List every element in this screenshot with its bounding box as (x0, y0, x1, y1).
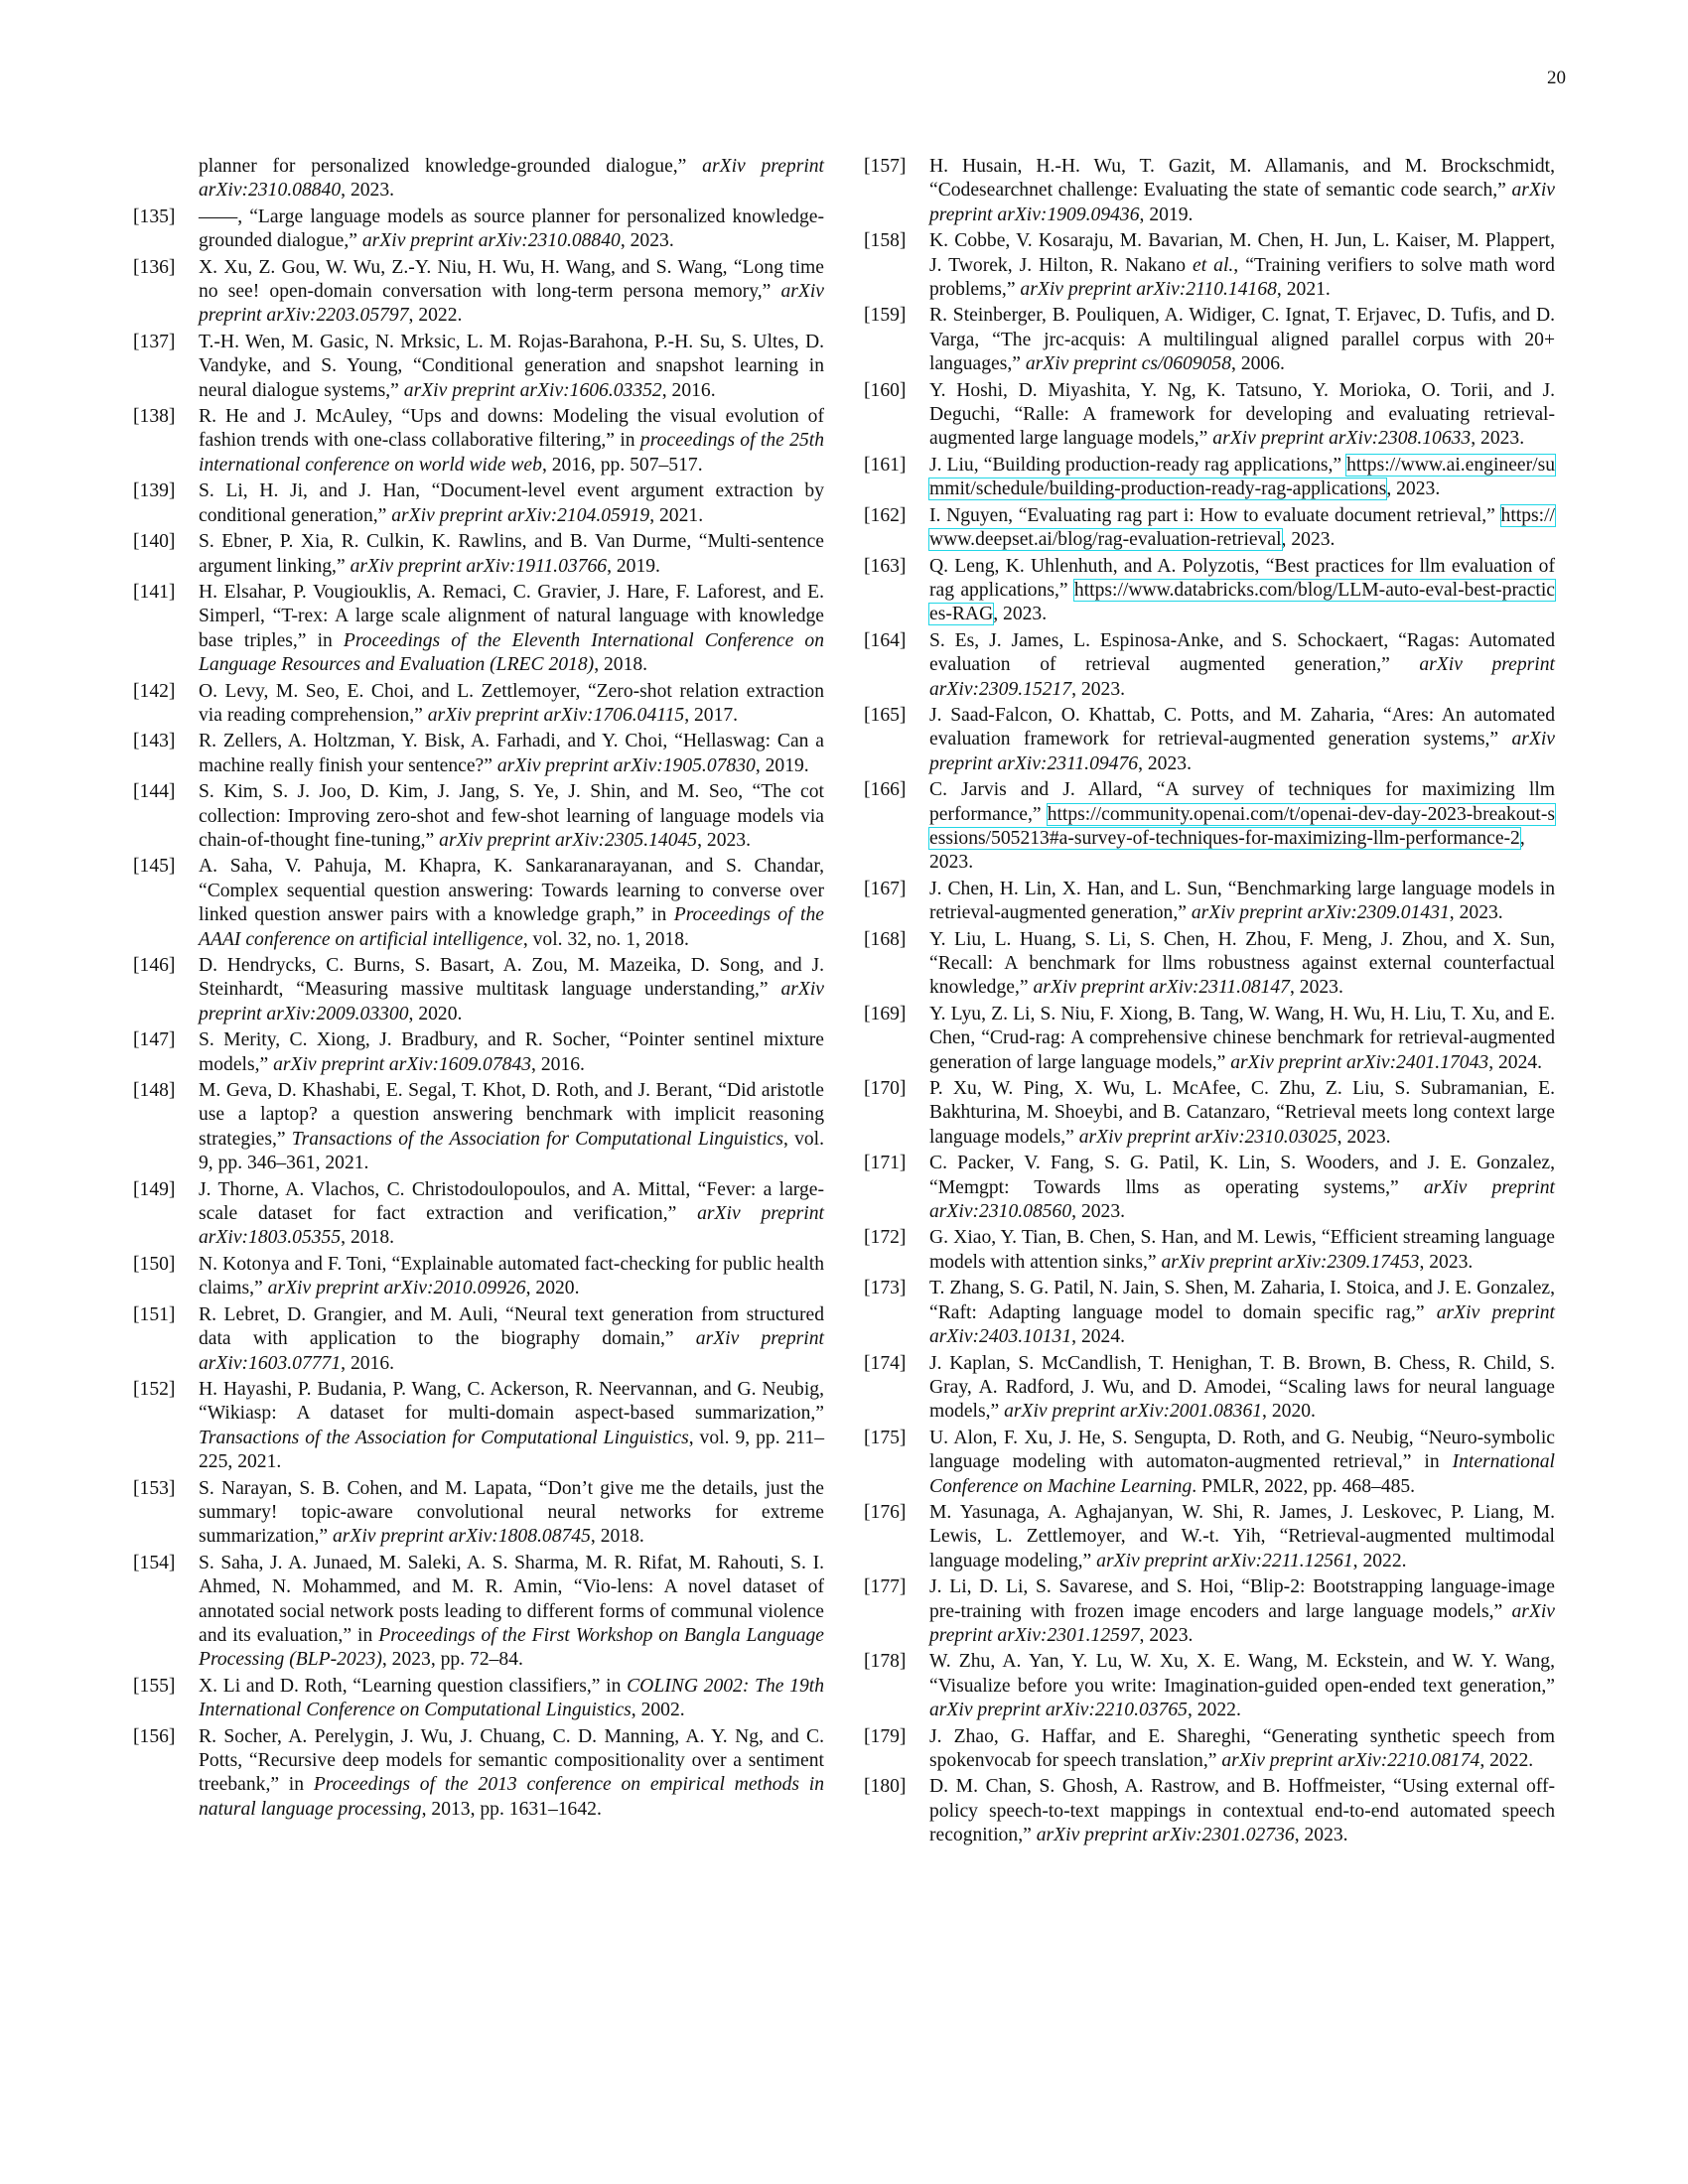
reference-entry (133, 331, 824, 403)
reference-entry (864, 304, 1555, 376)
reference-number: [177] (864, 1576, 907, 1598)
reference-text: U. Alon, F. Xu, J. He, S. Sengupta, D. Roth, and G. Neubig, “Neuro-symbolic language modeling with automaton-augmented retrieval,” in (929, 1427, 1555, 1473)
reference-entry (864, 704, 1555, 776)
reference-text: , 2022. (1187, 1700, 1241, 1721)
reference-venue: arXiv preprint arXiv:2311.08147 (1033, 977, 1290, 999)
reference-text: , 2016, pp. 507–517. (541, 454, 703, 476)
reference-venue: arXiv preprint arXiv:2104.05919 (391, 504, 650, 526)
reference-entry (133, 479, 824, 528)
reference-entry (864, 504, 1555, 553)
reference-number: [135] (133, 205, 176, 227)
reference-entry (133, 581, 824, 678)
reference-number: [142] (133, 680, 176, 702)
reference-text: , 2023. (1281, 529, 1336, 551)
reference-text: , 2020. (525, 1278, 580, 1299)
reference-number: [174] (864, 1352, 907, 1374)
reference-entry (133, 954, 824, 1026)
reference-venue: arXiv preprint arXiv:2210.03765 (929, 1700, 1188, 1721)
reference-text: K. Cobbe, V. Kosaraju, M. Bavarian, M. Chen, H. Jun, L. Kaiser, M. Plappert, J. Tworek, J. Hilton, R. Nakano (929, 230, 1555, 276)
reference-entry (864, 629, 1555, 702)
reference-number: [153] (133, 1477, 176, 1499)
reference-text: X. Li and D. Roth, “Learning question classifiers,” in (199, 1675, 628, 1697)
reference-text: S. Saha, J. A. Junaed, M. Saleki, A. S. Sharma, M. R. Rifat, M. Rahouti, S. I. Ahmed, N. Mohammed, and M. R. Amin, “Vio-lens: A novel dataset of annotated social network posts leading to different forms of communal violence and its evaluation,” in (199, 1552, 824, 1646)
reference-text: ——, “Large language models as source planner for personalized knowledge-grounded dialogue,” (199, 205, 824, 252)
reference-text: H. Elsahar, P. Vougiouklis, A. Remaci, C. Gravier, J. Hare, F. Laforest, and E. Simperl, “T-rex: A large scale alignment of natural language with knowledge base triples,” in (199, 581, 824, 651)
reference-text: H. Husain, H.-H. Wu, T. Gazit, M. Allamanis, and M. Brockschmidt, “Codesearchnet challenge: Evaluating the state of semantic code search,” (929, 156, 1555, 202)
reference-url-link[interactable]: https://community.openai.com/t/openai-dev-day-2023-breakout-sessions/505213#a-survey-of-techniques-for-maximizing-llm-performance-2 (929, 803, 1555, 849)
reference-entry (133, 1552, 824, 1673)
reference-venue: arXiv preprint arXiv:2009.03300 (199, 979, 824, 1024)
reference-venue: arXiv preprint arXiv:2309.17453 (1161, 1251, 1420, 1273)
reference-venue: arXiv preprint arXiv:2310.08560 (929, 1176, 1555, 1223)
reference-entry (864, 555, 1555, 627)
reference-text: , “Training verifiers to solve math word problems,” (929, 254, 1555, 301)
reference-number: [139] (133, 480, 176, 502)
reference-entry (864, 928, 1555, 1001)
reference-text: , 2019. (607, 555, 660, 577)
reference-entry (133, 405, 824, 478)
reference-text: planner for personalized knowledge-grounded dialogue,” (199, 156, 703, 177)
reference-entry (133, 1079, 824, 1176)
reference-text: M. Geva, D. Khashabi, E. Segal, T. Khot, D. Roth, and J. Berant, “Did aristotle use a laptop? a question answering benchmark with implicit reasoning strategies,” (199, 1080, 824, 1150)
reference-number: [173] (864, 1278, 907, 1299)
reference-entry (864, 229, 1555, 302)
reference-venue: arXiv preprint arXiv:2203.05797 (199, 281, 824, 327)
reference-text: , 2024. (1488, 1051, 1543, 1073)
reference-entry (864, 1003, 1555, 1075)
reference-url-link[interactable]: https://www.deepset.ai/blog/rag-evaluation-retrieval (929, 504, 1555, 551)
reference-number: [175] (864, 1427, 907, 1448)
reference-venue: arXiv preprint arXiv:2010.09926 (267, 1278, 526, 1299)
reference-text: W. Zhu, A. Yan, Y. Lu, W. Xu, X. E. Wang, M. Eckstein, and W. Y. Wang, “Visualize before you write: Imagination-guided open-ended text generation,” (929, 1651, 1555, 1697)
reference-entry (133, 1028, 824, 1077)
reference-text: , 2023. (1419, 1251, 1474, 1273)
reference-number: [148] (133, 1080, 176, 1102)
reference-text: N. Kotonya and F. Toni, “Explainable automated fact-checking for public health claims,” (199, 1253, 824, 1299)
reference-number: [163] (864, 555, 907, 577)
reference-number: [176] (864, 1501, 907, 1523)
reference-text: , 2023. (1289, 977, 1343, 999)
reference-text: S. Li, H. Ji, and J. Han, “Document-level event argument extraction by conditional generation,” (199, 480, 824, 526)
reference-entry (864, 1277, 1555, 1349)
reference-venue: International Conference on Machine Learning (929, 1451, 1555, 1497)
reference-number: [140] (133, 531, 176, 553)
reference-text: , 2023, pp. 72–84. (381, 1649, 523, 1671)
reference-text: S. Ebner, P. Xia, R. Culkin, K. Rawlins, and B. Van Durme, “Multi-sentence argument linking,” (199, 531, 824, 577)
reference-number: [159] (864, 305, 907, 327)
reference-text: , 2023. (1071, 1201, 1126, 1223)
reference-entry (133, 780, 824, 853)
reference-text: , 2016. (531, 1053, 585, 1075)
reference-text: , 2018. (341, 1227, 395, 1249)
reference-number: [168] (864, 928, 907, 950)
reference-text: S. Kim, S. J. Joo, D. Kim, J. Jang, S. Ye, J. Shin, and M. Seo, “The cot collection: Improving zero-shot and few-shot learning of language models via chain-of-thought fine-tuning,” (199, 781, 824, 851)
reference-text: S. Merity, C. Xiong, J. Bradbury, and R. Socher, “Pointer sentinel mixture models,” (199, 1029, 824, 1075)
reference-text: P. Xu, W. Ping, X. Wu, L. McAfee, C. Zhu, Z. Liu, S. Subramanian, E. Bakhturina, M. Shoeybi, and B. Catanzaro, “Retrieval meets long context large language models,” (929, 1078, 1555, 1148)
reference-text: J. Li, D. Li, S. Savarese, and S. Hoi, “Blip-2: Bootstrapping language-image pre-training with frozen image encoders and large language models,” (929, 1576, 1555, 1622)
reference-text: J. Zhao, G. Haffar, and E. Shareghi, “Generating synthetic speech from spokenvocab for speech translation,” (929, 1725, 1555, 1771)
reference-entry (133, 855, 824, 952)
reference-text: . PMLR, 2022, pp. 468–485. (1192, 1475, 1416, 1497)
reference-text: , vol. 32, no. 1, 2018. (522, 928, 689, 950)
reference-entry (133, 730, 824, 778)
reference-text: J. Liu, “Building production-ready rag applications,” (929, 454, 1347, 476)
reference-text: M. Yasunaga, A. Aghajanyan, W. Shi, R. James, J. Leskovec, P. Liang, M. Lewis, L. Zettlemoyer, and W.-t. Yih, “Retrieval-augmented multimodal language modeling,” (929, 1501, 1555, 1571)
reference-text: T.-H. Wen, M. Gasic, N. Mrksic, L. M. Rojas-Barahona, P.-H. Su, S. Ultes, D. Vandyke, and S. Young, “Conditional generation and snapshot learning in neural dialogue systems,” (199, 331, 824, 401)
reference-text: , 2021. (1276, 279, 1331, 301)
reference-text: , 2023. (1138, 752, 1192, 774)
reference-venue: Proceedings of the AAAI conference on artificial intelligence (199, 904, 824, 950)
reference-number: [166] (864, 779, 907, 801)
left-column (133, 155, 824, 1824)
reference-text: Q. Leng, K. Uhlenhuth, and A. Polyzotis, “Best practices for llm evaluation of rag applications,” (929, 555, 1555, 601)
reference-text: , 2023. (1294, 1825, 1348, 1846)
reference-entry (133, 1253, 824, 1301)
reference-number: [180] (864, 1776, 907, 1798)
reference-venue: COLING 2002: The 19th International Conference on Computational Linguistics (199, 1675, 825, 1721)
reference-entry (864, 1352, 1555, 1425)
reference-venue: proceedings of the 25th international conference on world wide web (199, 430, 824, 476)
reference-number: [137] (133, 331, 176, 352)
reference-venue: arXiv preprint arXiv:2305.14045 (439, 829, 698, 851)
reference-text: J. Thorne, A. Vlachos, C. Christodoulopoulos, and A. Mittal, “Fever: a large-scale dataset for fact extraction and verification,” (199, 1178, 824, 1225)
reference-venue: arXiv preprint arXiv:1911.03766 (350, 555, 608, 577)
reference-text: , 2018. (594, 654, 648, 676)
reference-venue: et al. (1193, 254, 1234, 276)
reference-entry (133, 1675, 824, 1723)
reference-text: , 2002. (631, 1700, 685, 1721)
reference-number: [157] (864, 156, 907, 177)
reference-text: , 2023. (1139, 1624, 1194, 1646)
reference-entry (864, 778, 1555, 876)
reference-text: D. Hendrycks, C. Burns, S. Basart, A. Zou, M. Mazeika, D. Song, and J. Steinhardt, “Measuring massive multitask language understanding,” (199, 955, 824, 1001)
reference-text: S. Narayan, S. B. Cohen, and M. Lapata, “Don’t give me the details, just the summary! topic-aware convolutional neural networks for extreme summarization,” (199, 1477, 824, 1548)
reference-text: , 2006. (1231, 353, 1285, 375)
reference-text: , 2016. (661, 379, 716, 401)
reference-text: , 2023. (1449, 902, 1503, 924)
reference-number: [161] (864, 454, 907, 476)
reference-number: [154] (133, 1552, 176, 1573)
reference-text: , 2022. (1352, 1550, 1407, 1571)
reference-text: Y. Lyu, Z. Li, S. Niu, F. Xiong, B. Tang, W. Wang, H. Wu, H. Liu, T. Xu, and E. Chen, “Crud-rag: A comprehensive chinese benchmark for retrieval-augmented generation of large language models,” (929, 1003, 1555, 1073)
reference-venue: arXiv preprint arXiv:2309.01431 (1191, 902, 1450, 924)
reference-entry (133, 530, 824, 579)
reference-venue: Proceedings of the Eleventh International Conference on Language Resources and Evaluation (LREC 2018) (199, 629, 825, 676)
reference-text: , 2023. (1386, 478, 1441, 500)
reference-text: S. Es, J. James, L. Espinosa-Anke, and S. Schockaert, “Ragas: Automated evaluation of retrieval augmented generation,” (929, 629, 1555, 676)
reference-text: , 2022. (408, 305, 463, 327)
reference-entry (864, 454, 1555, 502)
reference-text: , 2022. (1479, 1750, 1534, 1771)
reference-entry (864, 1501, 1555, 1573)
reference-number: [138] (133, 406, 176, 428)
reference-venue: arXiv preprint arXiv:1803.05355 (199, 1203, 824, 1249)
reference-text: R. He and J. McAuley, “Ups and downs: Modeling the visual evolution of fashion trends with one-class collaborative filtering,” in (199, 406, 824, 452)
reference-text: J. Saad-Falcon, O. Khattab, C. Potts, and M. Zaharia, “Ares: An automated evaluation framework for retrieval-augmented generation systems,” (929, 704, 1555, 751)
reference-text: C. Jarvis and J. Allard, “A survey of techniques for maximizing llm performance,” (929, 779, 1555, 825)
reference-entry (133, 1303, 824, 1376)
reference-text: R. Zellers, A. Holtzman, Y. Bisk, A. Farhadi, and Y. Choi, “Hellaswag: Can a machine really finish your sentence?” (199, 731, 824, 776)
reference-text: , 2013, pp. 1631–1642. (421, 1798, 602, 1820)
reference-entry (133, 680, 824, 729)
reference-entry (133, 1178, 824, 1251)
reference-number: [146] (133, 955, 176, 976)
reference-venue: Transactions of the Association for Computational Linguistics (291, 1128, 783, 1150)
reference-text: , 2019. (1139, 204, 1194, 225)
reference-entry (864, 1226, 1555, 1275)
reference-number: [171] (864, 1153, 907, 1174)
reference-venue: arXiv preprint arXiv:1609.07843 (273, 1053, 532, 1075)
reference-venue: arXiv preprint arXiv:1808.08745 (332, 1526, 591, 1548)
reference-number: [143] (133, 731, 176, 752)
reference-venue: arXiv preprint arXiv:2301.12597 (929, 1600, 1555, 1646)
reference-entry (864, 155, 1555, 227)
reference-text: , 2020. (1262, 1401, 1316, 1423)
reference-number: [152] (133, 1378, 176, 1400)
reference-text: , 2021. (649, 504, 704, 526)
reference-venue: arXiv preprint arXiv:1706.04115 (427, 704, 685, 726)
reference-venue: arXiv preprint arXiv:1909.09436 (929, 180, 1555, 225)
reference-entry (864, 1650, 1555, 1722)
reference-text: , 2023. (341, 180, 395, 202)
reference-url-link[interactable]: https://www.ai.engineer/summit/schedule/building-production-ready-rag-applications (929, 454, 1555, 500)
reference-number: [155] (133, 1675, 176, 1697)
reference-text: T. Zhang, S. G. Patil, N. Jain, S. Shen, M. Zaharia, I. Stoica, and J. E. Gonzalez, “Raft: Adapting language model to domain specific rag,” (929, 1278, 1555, 1323)
reference-text: , 2023. (929, 827, 1525, 874)
reference-text: R. Lebret, D. Grangier, and M. Auli, “Neural text generation from structured data with application to the biography domain,” (199, 1303, 824, 1350)
reference-number: [167] (864, 878, 907, 899)
reference-text: R. Socher, A. Perelygin, J. Wu, J. Chuang, C. D. Manning, A. Y. Ng, and C. Potts, “Recursive deep models for semantic compositionality over a sentiment treebank,” in (199, 1725, 824, 1796)
reference-entry (133, 1477, 824, 1550)
reference-venue: arXiv preprint arXiv:1606.03352 (403, 379, 662, 401)
reference-entry (133, 1725, 824, 1823)
reference-number: [172] (864, 1227, 907, 1249)
reference-venue: arXiv preprint arXiv:2310.08840 (361, 230, 621, 252)
reference-text: A. Saha, V. Pahuja, M. Khapra, K. Sankaranarayanan, and S. Chandar, “Complex sequential question answering: Towards learning to converse over linked question answer pairs with a knowledge graph,” in (199, 856, 824, 926)
reference-text: , vol. 9, pp. 346–361, 2021. (199, 1128, 825, 1174)
reference-venue: arXiv preprint arXiv:2309.15217 (929, 654, 1555, 700)
reference-number: [156] (133, 1725, 176, 1747)
reference-text: I. Nguyen, “Evaluating rag part i: How to evaluate document retrieval,” (929, 504, 1501, 526)
reference-url-link[interactable]: https://www.databricks.com/blog/LLM-auto-eval-best-practices-RAG (929, 579, 1555, 625)
reference-number: [164] (864, 629, 907, 651)
reference-text: , 2020. (408, 1003, 463, 1024)
reference-venue: arXiv preprint arXiv:2110.14168 (1020, 279, 1277, 301)
reference-number: [145] (133, 856, 176, 878)
reference-text: J. Chen, H. Lin, X. Han, and L. Sun, “Benchmarking large language models in retrieval-augmented generation,” (929, 878, 1555, 924)
page-number: 20 (1547, 68, 1566, 88)
reference-number: [158] (864, 230, 907, 252)
reference-entry (864, 379, 1555, 452)
reference-entry (133, 205, 824, 254)
reference-text: , 2023. (1336, 1126, 1391, 1148)
reference-number: [160] (864, 379, 907, 401)
reference-entry (864, 1725, 1555, 1774)
reference-venue: arXiv preprint arXiv:1603.07771 (199, 1328, 824, 1374)
reference-text: , 2024. (1071, 1326, 1126, 1348)
reference-entry (864, 1077, 1555, 1150)
reference-venue: arXiv preprint arXiv:2310.08840 (199, 156, 824, 202)
reference-number: [151] (133, 1303, 176, 1325)
reference-text: , 2018. (590, 1526, 644, 1548)
reference-venue: arXiv preprint arXiv:2308.10633 (1212, 428, 1472, 450)
reference-venue: arXiv preprint arXiv:2403.10131 (929, 1301, 1555, 1348)
reference-number: [178] (864, 1651, 907, 1673)
reference-text: , vol. 9, pp. 211–225, 2021. (199, 1427, 825, 1473)
reference-venue: arXiv preprint arXiv:2301.02736 (1036, 1825, 1295, 1846)
reference-text: , 2019. (755, 754, 809, 776)
reference-number: [144] (133, 781, 176, 803)
reference-text: G. Xiao, Y. Tian, B. Chen, S. Han, and M. Lewis, “Efficient streaming language models with attention sinks,” (929, 1227, 1555, 1273)
reference-entry (864, 1575, 1555, 1648)
reference-number: [169] (864, 1003, 907, 1024)
reference-number: [136] (133, 256, 176, 278)
reference-number: [141] (133, 581, 176, 603)
reference-text: , 2023. (697, 829, 751, 851)
reference-number: [179] (864, 1725, 907, 1747)
reference-text: C. Packer, V. Fang, S. G. Patil, K. Lin, S. Wooders, and J. E. Gonzalez, “Memgpt: Towards llms as operating systems,” (929, 1153, 1555, 1198)
reference-entry (133, 1378, 824, 1475)
reference-venue: Transactions of the Association for Computational Linguistics (199, 1427, 689, 1448)
reference-entry (864, 1152, 1555, 1224)
reference-text: X. Xu, Z. Gou, W. Wu, Z.-Y. Niu, H. Wu, H. Wang, and S. Wang, “Long time no see! open-domain conversation with long-term persona memory,” (199, 256, 824, 303)
reference-entry (864, 1427, 1555, 1499)
reference-venue: arXiv preprint cs/0609058 (1025, 353, 1232, 375)
reference-entry (864, 878, 1555, 926)
reference-text: Y. Hoshi, D. Miyashita, Y. Ng, K. Tatsuno, Y. Morioka, O. Torii, and J. Deguchi, “Ralle: A framework for developing and evaluating retrieval-augmented large language models,” (929, 379, 1555, 450)
reference-venue: arXiv preprint arXiv:2210.08174 (1221, 1750, 1480, 1771)
reference-venue: arXiv preprint arXiv:2311.09476 (929, 729, 1555, 774)
reference-number: [147] (133, 1029, 176, 1051)
reference-venue: arXiv preprint arXiv:1905.07830 (496, 754, 756, 776)
reference-number: [165] (864, 704, 907, 726)
reference-text: O. Levy, M. Seo, E. Choi, and L. Zettlemoyer, “Zero-shot relation extraction via reading comprehension,” (199, 680, 824, 726)
reference-entry (133, 256, 824, 329)
reference-text: , 2023. (1071, 678, 1126, 700)
reference-text: R. Steinberger, B. Pouliquen, A. Widiger, C. Ignat, T. Erjavec, D. Tufis, and D. Varga, “The jrc-acquis: A multilingual aligned parallel corpus with 20+ languages,” (929, 305, 1555, 375)
reference-venue: arXiv preprint arXiv:2001.08361 (1004, 1401, 1263, 1423)
reference-venue: arXiv preprint arXiv:2310.03025 (1078, 1126, 1337, 1148)
reference-venue: arXiv preprint arXiv:2211.12561 (1096, 1550, 1353, 1571)
reference-venue: arXiv preprint arXiv:2401.17043 (1230, 1051, 1489, 1073)
reference-text: Y. Liu, L. Huang, S. Li, S. Chen, H. Zhou, F. Meng, J. Zhou, and X. Sun, “Recall: A benchmark for llms robustness against external counterfactual knowledge,” (929, 928, 1555, 999)
reference-text: H. Hayashi, P. Budania, P. Wang, C. Ackerson, R. Neervannan, and G. Neubig, “Wikiasp: A dataset for multi-domain aspect-based summarization,” (199, 1378, 824, 1425)
reference-number: [170] (864, 1078, 907, 1100)
reference-text: , 2016. (341, 1352, 395, 1374)
reference-text: , 2023. (1471, 428, 1525, 450)
reference-text: , 2023. (993, 604, 1048, 625)
reference-number: [150] (133, 1253, 176, 1275)
reference-venue: Proceedings of the First Workshop on Bangla Language Processing (BLP-2023) (199, 1624, 825, 1671)
right-column (864, 155, 1555, 1850)
reference-number: [149] (133, 1178, 176, 1200)
reference-text: , 2023. (620, 230, 674, 252)
reference-text: J. Kaplan, S. McCandlish, T. Henighan, T. B. Brown, B. Chess, R. Child, S. Gray, A. Radford, J. Wu, and D. Amodei, “Scaling laws for neural language models,” (929, 1352, 1555, 1423)
reference-text: , 2017. (684, 704, 739, 726)
reference-entry (864, 1775, 1555, 1847)
reference-venue: Proceedings of the 2013 conference on empirical methods in natural language processing (199, 1774, 824, 1820)
reference-number: [162] (864, 504, 907, 526)
reference-text: D. M. Chan, S. Ghosh, A. Rastrow, and B. Hoffmeister, “Using external off-policy speech-to-text mappings in contextual end-to-end automated speech recognition,” (929, 1776, 1555, 1846)
reference-continuation (133, 155, 824, 204)
